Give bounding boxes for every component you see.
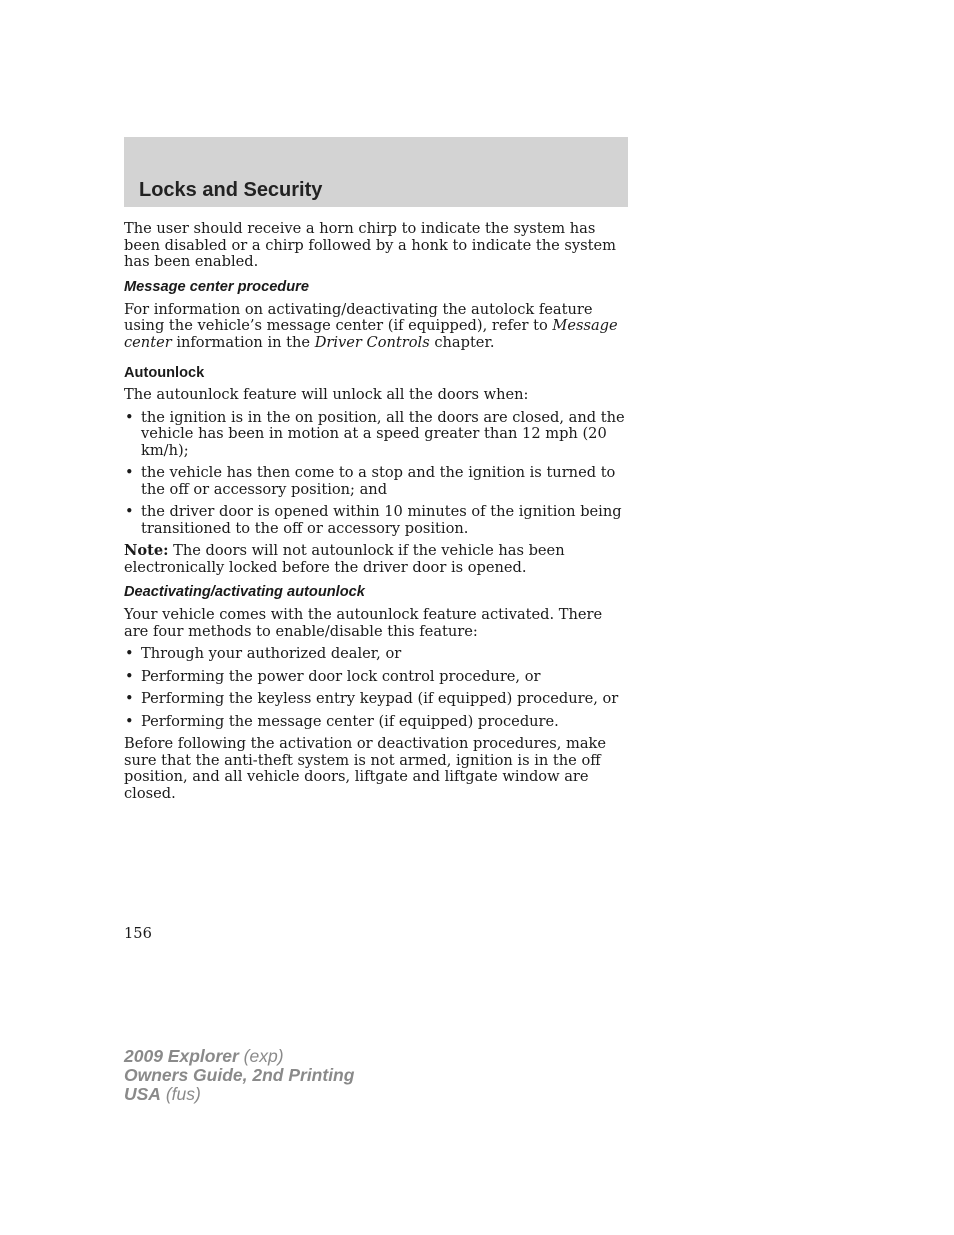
driver-controls-ref: Driver Controls [314, 333, 430, 351]
note-text: The doors will not autounlock if the vehicle has been electronically locked before the driver door is opened. [124, 542, 565, 576]
list-item-text: the driver door is opened within 10 minutes of the ignition being transitioned to the off or accessory position. [141, 503, 622, 537]
message-center-paragraph [124, 302, 630, 352]
note-label: Note: [124, 542, 169, 559]
deactivating-heading: Deactivating/activating autounlock [124, 584, 365, 600]
bullet-icon: • [125, 645, 134, 662]
deactivating-lead: Your vehicle comes with the autounlock feature activated. There are four methods to enable/disable this feature: [124, 606, 603, 640]
footer-model-code: (exp) [238, 1046, 284, 1066]
page-number: 156 [124, 925, 152, 942]
message-center-text-c: chapter. [429, 333, 495, 351]
autounlock-lead: The autounlock feature will unlock all the doors when: [124, 386, 529, 403]
list-item-text: Performing the message center (if equipped) procedure. [141, 712, 559, 730]
list-item [124, 504, 630, 537]
list-item [124, 691, 630, 708]
intro-paragraph: The user should receive a horn chirp to indicate the system has been disabled or a chirp followed by a honk to indicate the system has been enabled. [124, 220, 616, 270]
list-item [124, 646, 630, 663]
footer-edition-info [124, 1047, 354, 1104]
list-item [124, 465, 630, 498]
note-paragraph [124, 543, 630, 576]
list-item-text: the ignition is in the on position, all the doors are closed, and the vehicle has been in motion at a speed greater than 12 mph (20 km/h); [141, 408, 625, 459]
footer-printing: Owners Guide, 2nd Printing [124, 1065, 355, 1085]
bullet-icon: • [125, 408, 134, 426]
message-center-heading: Message center procedure [124, 278, 309, 295]
bullet-icon: • [125, 503, 134, 520]
footer-model: 2009 Explorer [124, 1046, 239, 1066]
footer-market-code: (fus) [160, 1084, 201, 1104]
list-item [124, 410, 630, 460]
message-center-text-a: For information on activating/deactivating the autolock feature using the vehicle’s message center (if equipped), refer to [124, 300, 593, 334]
list-item-text: Performing the power door lock control procedure, or [141, 667, 541, 685]
bullet-icon: • [125, 464, 134, 481]
list-item-text: Performing the keyless entry keypad (if equipped) procedure, or [141, 690, 619, 707]
closing-paragraph: Before following the activation or deactivation procedures, make sure that the anti-theft system is not armed, ignition is in the off position, and all vehicle doors, liftgate and liftgate window are closed. [124, 735, 607, 802]
section-header-band [124, 137, 628, 207]
autounlock-bullet-list [124, 410, 630, 538]
list-item [124, 714, 630, 731]
list-item [124, 669, 630, 686]
message-center-ref: Message center [124, 317, 618, 351]
methods-bullet-list [124, 646, 630, 730]
footer-market: USA [124, 1084, 161, 1104]
page-content [124, 221, 630, 802]
list-item-text: the vehicle has then come to a stop and the ignition is turned to the off or accessory position; and [141, 464, 616, 498]
footer-line-market [124, 1085, 354, 1104]
list-item-text: Through your authorized dealer, or [141, 645, 402, 662]
section-title: Locks and Security [139, 179, 323, 201]
autounlock-heading: Autounlock [124, 365, 205, 381]
bullet-icon: • [125, 690, 134, 707]
bullet-icon: • [125, 712, 134, 730]
message-center-text-b: information in the [171, 333, 315, 351]
footer-line-model [124, 1047, 354, 1066]
bullet-icon: • [125, 667, 134, 685]
